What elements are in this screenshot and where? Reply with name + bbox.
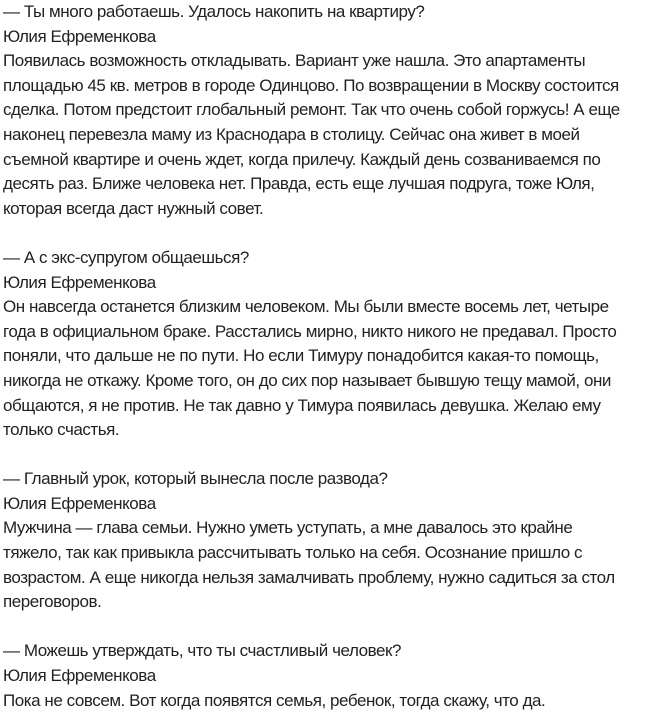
answer-line: площадью 45 кв. метров в городе Одинцово. По возвращении в Москву состоится (3, 75, 619, 95)
question: — А с экс-супругом общаешься? (3, 247, 249, 267)
question: — Главный урок, который вынесла после развода? (3, 469, 388, 489)
question: — Можешь утверждать, что ты счастливый человек? (3, 641, 402, 661)
answer-line: возрастом. А еще никогда нельзя замалчивать проблему, нужно садиться за стол (3, 567, 615, 587)
answer-line: общаются, я не против. Не так давно у Тимура появилась девушка. Желаю ему (3, 395, 601, 415)
speaker-name: Юлия Ефременкова (3, 666, 156, 686)
speaker-name: Юлия Ефременкова (3, 26, 156, 46)
speaker-name: Юлия Ефременкова (3, 272, 156, 292)
qa-block (3, 639, 670, 713)
answer-line: Мужчина — глава семьи. Нужно уметь уступать, а мне давалось это крайне (3, 518, 573, 538)
qa-block (3, 246, 670, 443)
answer-line: Он навсегда останется близким человеком. Мы были вместе восемь лет, четыре (3, 297, 609, 317)
answer-line: Пока не совсем. Вот когда появятся семья, ребенок, тогда скажу, что да. (3, 690, 546, 710)
answer-line: десять раз. Ближе человека нет. Правда, есть еще лучшая подруга, тоже Юля, (3, 174, 595, 194)
answer-line: Появилась возможность откладывать. Вариант уже нашла. Это апартаменты (3, 51, 586, 71)
answer-line: которая всегда даст нужный совет. (3, 198, 264, 218)
answer-line: съемной квартире и очень ждет, когда прилечу. Каждый день созваниваемся по (3, 149, 601, 169)
answer-line: переговоров. (3, 592, 102, 612)
answer-line: никогда не откажу. Кроме того, он до сих пор называет бывшую тещу мамой, они (3, 370, 611, 390)
qa-block (3, 467, 670, 615)
answer-line: тяжело, так как привыкла рассчитывать только на себя. Осознание пришло с (3, 543, 583, 563)
answer-line: года в официальном браке. Расстались мирно, никто никого не предавал. Просто (3, 321, 617, 341)
answer-line: наконец перевезла маму из Краснодара в столицу. Сейчас она живет в моей (3, 124, 580, 144)
answer-line: поняли, что дальше не по пути. Но если Тимуру понадобится какая-то помощь, (3, 346, 599, 366)
speaker-name: Юлия Ефременкова (3, 493, 156, 513)
answer-line: сделка. Потом предстоит глобальный ремонт. Так что очень собой горжусь! А еще (3, 100, 620, 120)
answer-line: только счастья. (3, 420, 120, 440)
question: — Ты много работаешь. Удалось накопить на квартиру? (3, 2, 425, 21)
qa-block (3, 0, 670, 221)
